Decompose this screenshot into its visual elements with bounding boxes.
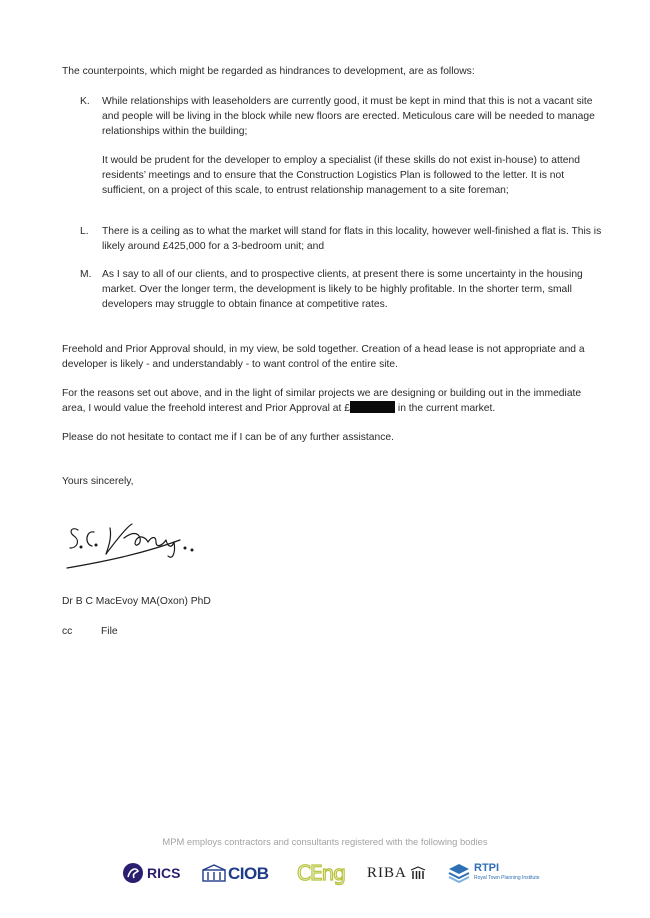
footer-text: MPM employs contractors and consultants registered with the following bodies [162,836,488,847]
signatory-name: Dr B C MacEvoy MA(Oxon) PhD [62,596,211,607]
riba-columns-icon [410,866,426,880]
accreditation-logos [122,857,542,889]
rtpi-wordmark: RTPI [474,862,500,874]
ciob-building-icon [202,864,226,882]
signature [62,508,212,578]
riba-wordmark: RIBA [367,864,407,881]
valuation-text-end: in the current market. [397,403,496,414]
contact-paragraph: Please do not hesitate to contact me if I can be of any further assistance. [62,432,394,443]
list-item-letter: M. [80,269,92,280]
valuation-text: For the reasons set out above, and in the light of similar projects we are designing or building out in the immediate area, I would value the freehold interest and Prior Approval at £ [62,388,582,414]
list-item-letter: K. [80,96,90,107]
list-item-k [80,94,602,198]
riba-logo [367,857,439,889]
ciob-wordmark: CIOB [228,863,269,883]
list-item-text: It would be prudent for the developer to employ a specialist (if these skills do not exist in-house) to attend residents’ meetings and to ensure that the Construction Logistics Plan is followed to the letter. It is not sufficient, on a project of this scale, to entrust relationship management to a site foreman; [102,155,580,196]
freehold-paragraph: Freehold and Prior Approval should, in my view, be sold together. Creation of a head lease is not appropriate and a developer is likely - and understandably - to want control of the entire site. [62,344,585,370]
rics-emblem-icon [122,861,144,885]
ciob-logo [202,857,282,889]
list-item-letter: L. [80,226,89,237]
intro-paragraph: The counterpoints, which might be regarded as hindrances to development, are as follows: [62,66,475,77]
rtpi-logo [447,857,542,889]
cc-value: File [101,626,118,637]
cc-label: cc [62,626,73,637]
redacted-amount [350,401,395,413]
list-item-m [80,267,602,312]
list-item-l [80,224,602,254]
rtpi-subtitle: Royal Town Planning Institute [474,875,540,881]
ceng-wordmark: CEng [297,860,345,885]
list-item-text: While relationships with leaseholders are currently good, it must be kept in mind that this is not a vacant site and people will be living in the block while new floors are erected. Meticulous care will be needed to manage relationships within the building; [102,96,595,137]
list-item-text: As I say to all of our clients, and to prospective clients, at present there is some uncertainty in the housing market. Over the longer term, the development is likely to be highly profitable. In the shorter term, small developers may struggle to obtain finance at competitive rates. [102,269,583,310]
rtpi-map-icon [447,861,471,885]
list-item-text: There is a ceiling as to what the market will stand for flats in this locality, however well-finished a flat is. This is likely around £425,000 for a 3-bedroom unit; and [102,226,602,252]
valuation-paragraph [62,386,602,416]
closing: Yours sincerely, [62,476,134,487]
rics-logo [122,857,192,889]
rics-wordmark: RICS [147,864,181,881]
ceng-logo [297,857,357,889]
